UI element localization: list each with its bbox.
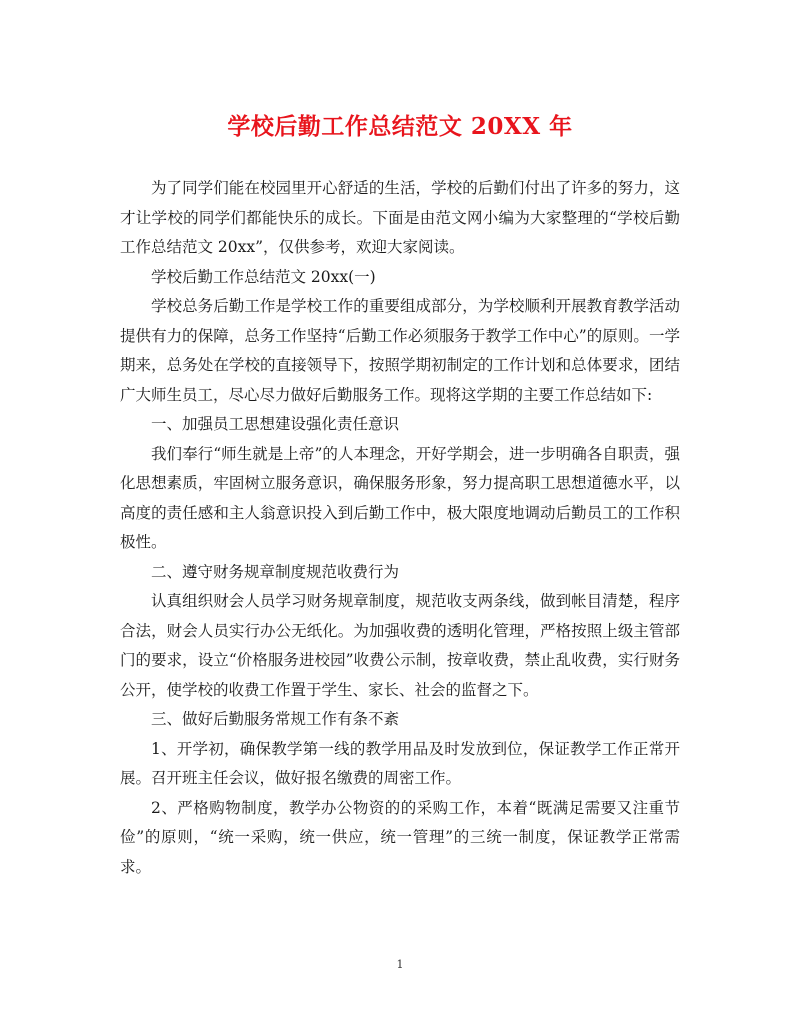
- document-title: 学校后勤工作总结范文 20XX 年: [227, 113, 573, 140]
- paragraph-section-2: 认真组织财会人员学习财务规章制度，规范收支两条线，做到帐目清楚，程序合法，财会人员实行办公无纸化。为加强收费的透明化管理，严格按照上级主管部门的要求，设立“价格服务进校园”收费公示制，按章收费，禁止乱收费，实行财务公开，使学校的收费工作置于学生、家长、社会的监督之下。: [120, 592, 680, 699]
- paragraph-overview: 学校总务后勤工作是学校工作的重要组成部分，为学校顺利开展教育教学活动提供有力的保障，总务工作坚持“后勤工作必须服务于教学工作中心”的原则。一学期来，总务处在学校的直接领导下，按照学期初制定的工作计划和总体要求，团结广大师生员工，尽心尽力做好后勤服务工作。现将这学期的主要工作总结如下:: [120, 297, 680, 404]
- document-body: [120, 174, 680, 882]
- paragraph-item-1: 1、开学初，确保教学第一线的教学用品及时发放到位，保证教学工作正常开展。召开班主任会议，做好报名缴费的周密工作。: [120, 739, 680, 787]
- section-heading-3: 三、做好后勤服务常规工作有条不紊: [151, 710, 400, 728]
- section-heading-2: 二、遵守财务规章制度规范收费行为: [151, 562, 400, 581]
- paragraph-item-2: 2、严格购物制度，教学办公物资的的采购工作，本着“既满足需要又注重节俭”的原则，“统一采购，统一供应，统一管理”的三统一制度，保证教学正常需求。: [120, 798, 680, 876]
- page-number: 1: [396, 958, 404, 971]
- section-heading-1: 一、加强员工思想建设强化责任意识: [151, 415, 400, 433]
- paragraph-intro: 为了同学们能在校园里开心舒适的生活，学校的后勤们付出了许多的努力，这才让学校的同学们都能快乐的成长。下面是由范文网小编为大家整理的“学校后勤工作总结范文 20xx”，仅供参考，欢迎大家阅读。: [120, 179, 680, 256]
- paragraph-section-1: 我们奉行“师生就是上帝”的人本理念，开好学期会，进一步明确各自职责，强化思想素质，牢固树立服务意识，确保服务形象，努力提高职工思想道德水平，以高度的责任感和主人翁意识投入到后勤工作中，极大限度地调动后勤员工的工作积极性。: [120, 444, 680, 551]
- paragraph-subtitle: 学校后勤工作总结范文 20xx(一): [151, 267, 376, 286]
